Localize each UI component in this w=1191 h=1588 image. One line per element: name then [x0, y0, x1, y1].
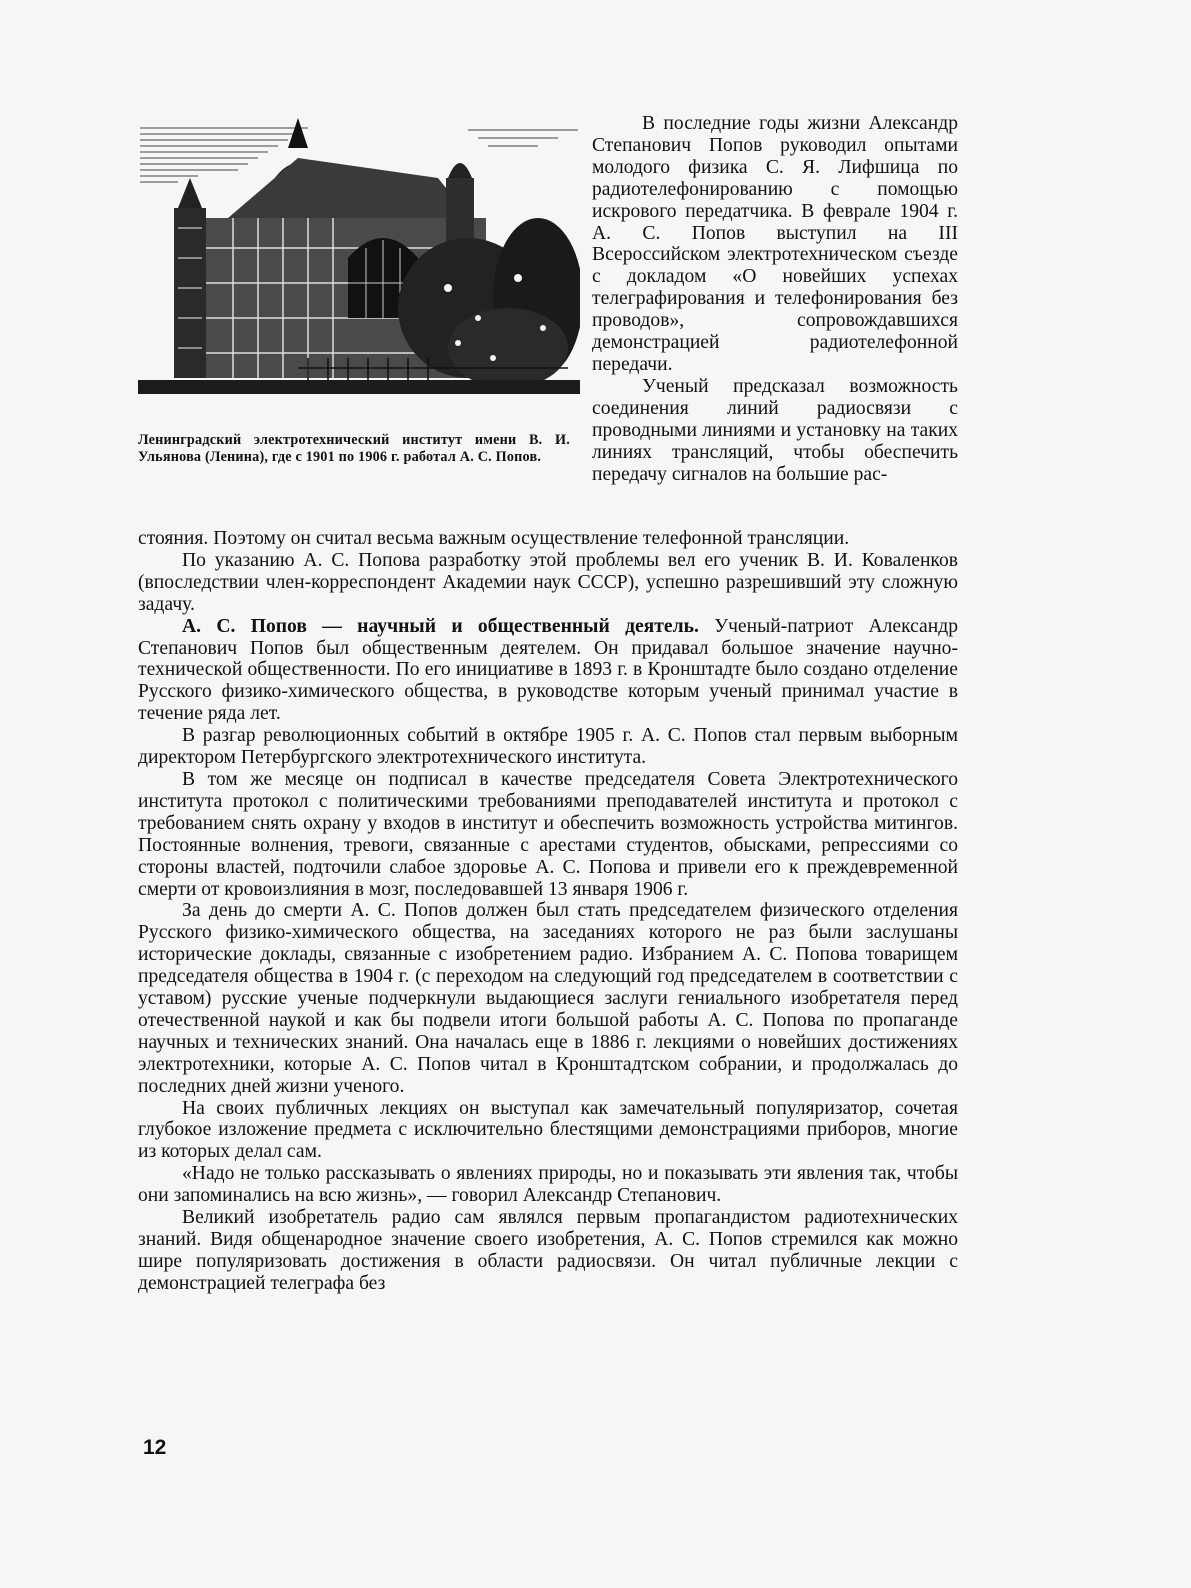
main-text — [138, 528, 958, 1295]
paragraph: В разгар революционных событий в октябре 1905 г. А. С. Попов стал первым выборным директором Петербургского электротехнического института. — [138, 725, 958, 769]
building-engraving — [138, 118, 580, 394]
paragraph: В последние годы жизни Александр Степанович Попов руководил опытами молодого физика С. Я. Лифшица по радиотелефонированию с помощью искрового передатчика. В феврале 1904 г. А. С. Попов выступил на III Всероссийском электротехническом съезде с докладом «О новейших успехах телеграфирования и телефонирования без проводов», сопровождавшихся демонстрацией радиотелефонной передачи. — [592, 113, 958, 375]
paragraph — [138, 616, 958, 726]
paragraph: стояния. Поэтому он считал весьма важным осуществление телефонной трансляции. — [138, 528, 850, 549]
institute-illustration — [138, 118, 580, 394]
page-number: 12 — [143, 1436, 167, 1459]
paragraph: Великий изобретатель радио сам являлся первым пропагандистом радиотехнических знаний. Видя общенародное значение своего изобретения, А. С. Попов стремился как можно шире популяризовать достижения в области радиосвязи. Он читал публичные лекции с демонстрацией телеграфа без — [138, 1207, 958, 1294]
paragraph: По указанию А. С. Попова разработку этой проблемы вел его ученик В. И. Коваленков (впоследствии член-корреспондент Академии наук СССР), успешно разрешивший эту сложную задачу. — [138, 549, 958, 615]
paragraph: На своих публичных лекциях он выступал как замечательный популяризатор, сочетая глубокое изложение предмета с исключительно блестящими демонстрациями приборов, многие из которых делал сам. — [138, 1097, 958, 1163]
paragraph: Ученый предсказал возможность соединения линий радиосвязи с проводными линиями и установку на таких линиях трансляций, чтобы обеспечить передачу сигналов на большие рас- — [592, 375, 958, 485]
paragraph: За день до смерти А. С. Попов должен был стать председателем физического отделения Русского физико-химического общества, на заседаниях которого не раз были заслушаны исторические доклады, связанные с изобретением радио. Избранием А. С. Попова товарищем председателя общества в 1904 г. (с переходом на следующий год председателем в соответствии с уставом) русские ученые подчеркнули выдающиеся заслуги гениального изобретателя перед отечественной наукой и как бы подвели итоги большой работы А. С. Попова по пропаганде научных и технических знаний. Она началась еще в 1886 г. лекциями о новейших достижениях электротехники, которые А. С. Попов читал в Кронштадтском собрании, и продолжалась до последних дней жизни ученого. — [138, 900, 958, 1097]
paragraph: «Надо не только рассказывать о явлениях природы, но и показывать эти явления так, чтобы они запоминались на всю жизнь», — говорил Александр Степанович. — [138, 1163, 958, 1207]
paragraph: В том же месяце он подписал в качестве председателя Совета Электротехнического института протокол с политическими требованиями преподавателей института и протокол с требованием снять охрану у входов в институт и обеспечить возможность устройства митингов. Постоянные волнения, тревоги, связанные с арестами студентов, обысками, репрессиями со стороны властей, подточили слабое здоровье А. С. Попова и привели его к преждевременной смерти от кровоизлияния в мозг, последовавшей 13 января 1906 г. — [138, 768, 958, 900]
section-heading: А. С. Попов — научный и общественный деятель. — [182, 615, 699, 637]
paragraph-body: Ученый-патриот Александр Степанович Попов был общественным деятелем. Он придавал большое значение научно-технической общественности. По его инициативе в 1893 г. в Кронштадте было создано отделение Русского физико-химического общества, в руководстве которым ученый принимал участие в течение ряда лет. — [138, 615, 958, 725]
right-column-text — [592, 113, 958, 485]
figure-caption: Ленинградский электротехнический институт имени В. И. Ульянова (Ленина), где с 1901 по 1906 г. работал А. С. Попов. — [138, 432, 570, 465]
